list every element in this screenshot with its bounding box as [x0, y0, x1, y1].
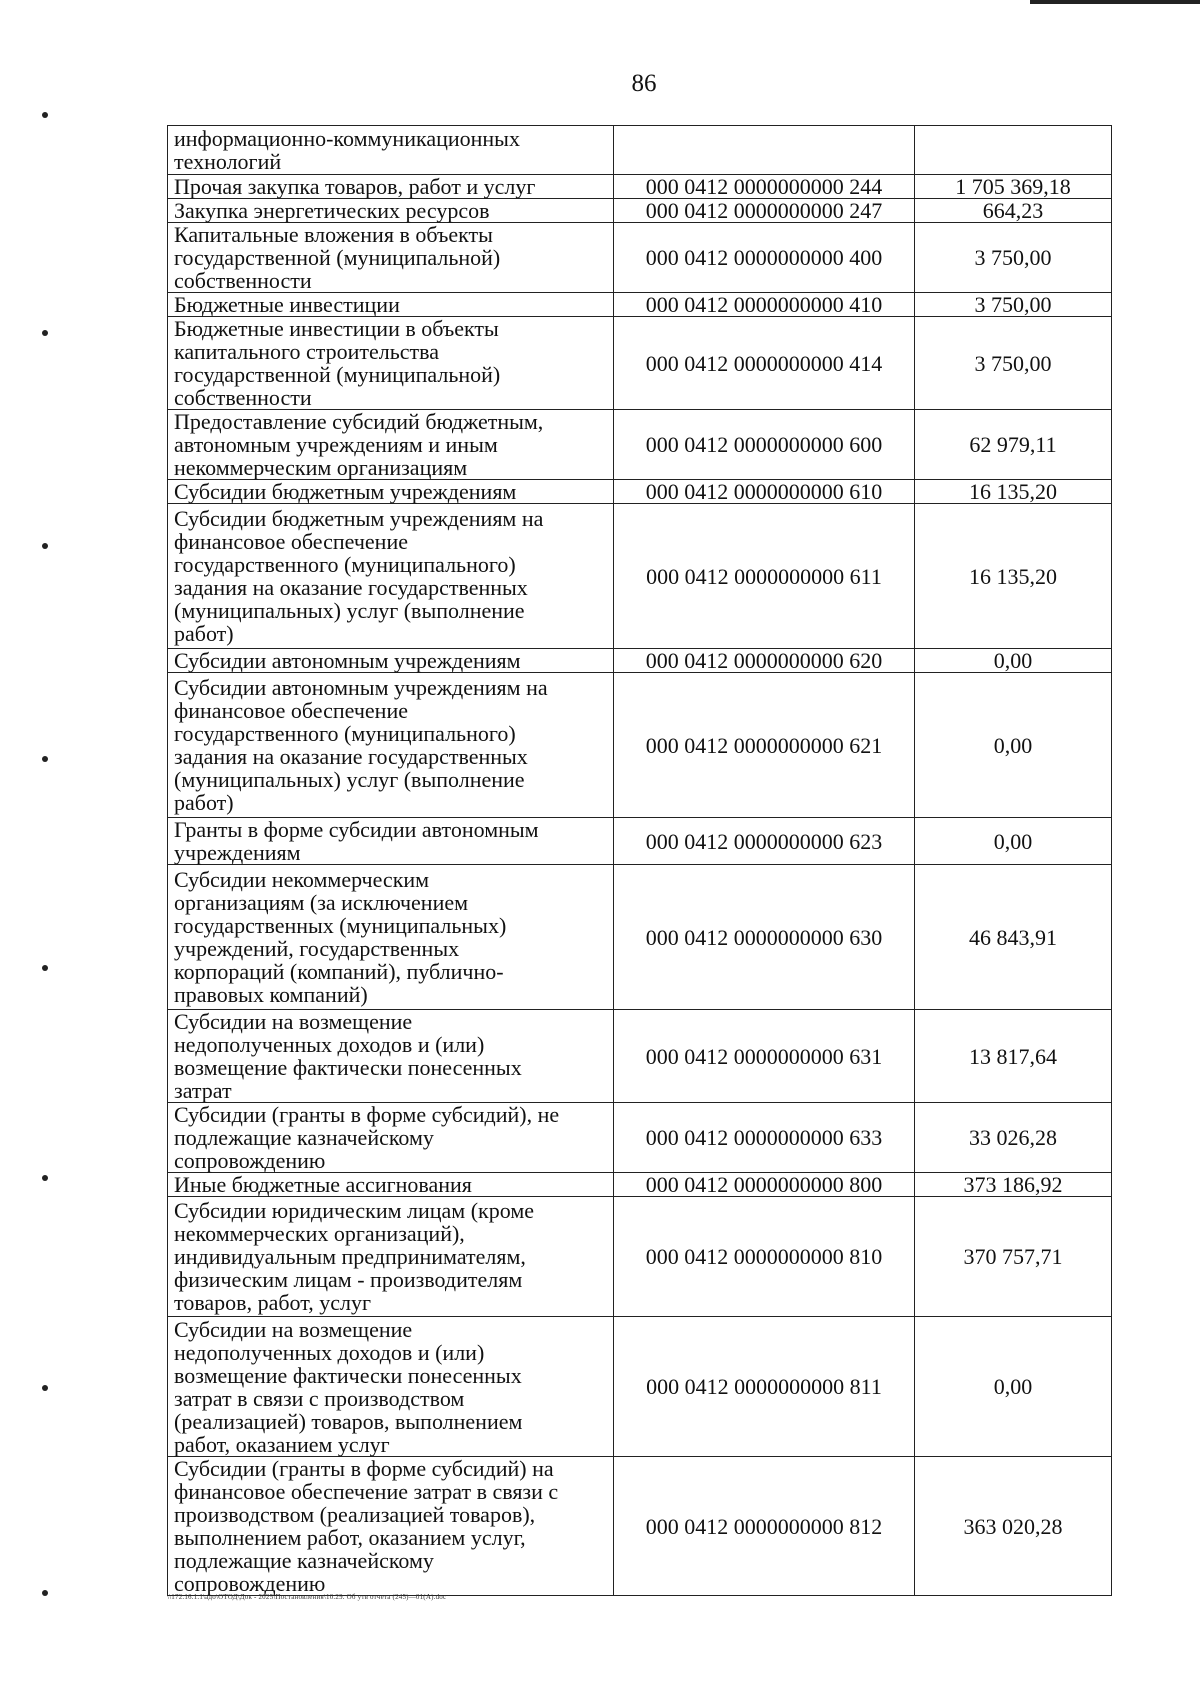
report-table-body	[168, 126, 1112, 1596]
cell-code: 000 0412 0000000000 810	[614, 1197, 915, 1317]
table-row	[168, 1317, 1112, 1457]
table-row	[168, 126, 1112, 175]
cell-name: Иные бюджетные ассигнования	[168, 1173, 614, 1197]
cell-amount: 370 757,71	[915, 1197, 1112, 1317]
binding-dot	[42, 330, 48, 336]
table-row	[168, 1457, 1112, 1596]
table-row	[168, 1010, 1112, 1103]
cell-code: 000 0412 0000000000 633	[614, 1103, 915, 1173]
cell-code	[614, 126, 915, 175]
binding-dot	[42, 756, 48, 762]
cell-name: Субсидии на возмещение недополученных доходов и (или) возмещение фактически понесенных затрат	[168, 1010, 614, 1103]
cell-amount: 373 186,92	[915, 1173, 1112, 1197]
cell-code: 000 0412 0000000000 600	[614, 410, 915, 480]
cell-amount: 1 705 369,18	[915, 175, 1112, 199]
cell-name: Субсидии бюджетным учреждениям	[168, 480, 614, 504]
table-row	[168, 818, 1112, 865]
binding-dot	[42, 1175, 48, 1181]
budget-report-table	[167, 125, 1112, 1596]
binding-hole-marks	[0, 0, 60, 1681]
table-row	[168, 317, 1112, 410]
cell-name: Гранты в форме субсидии автономным учреждениям	[168, 818, 614, 865]
cell-code: 000 0412 0000000000 811	[614, 1317, 915, 1457]
cell-code: 000 0412 0000000000 414	[614, 317, 915, 410]
cell-name: Прочая закупка товаров, работ и услуг	[168, 175, 614, 199]
cell-name: Субсидии некоммерческим организациям (за исключением государственных (муниципальных) учреждений, государственных корпораций (компаний), публично- правовых компаний)	[168, 865, 614, 1010]
cell-name: Субсидии автономным учреждениям	[168, 649, 614, 673]
binding-dot	[42, 112, 48, 118]
cell-amount: 13 817,64	[915, 1010, 1112, 1103]
cell-name: Капитальные вложения в объекты государственной (муниципальной) собственности	[168, 223, 614, 293]
page-number: 86	[631, 70, 657, 97]
cell-code: 000 0412 0000000000 410	[614, 293, 915, 317]
cell-code: 000 0412 0000000000 800	[614, 1173, 915, 1197]
cell-amount: 0,00	[915, 649, 1112, 673]
binding-dot	[42, 965, 48, 971]
table-row	[168, 175, 1112, 199]
cell-code: 000 0412 0000000000 621	[614, 673, 915, 818]
cell-amount: 0,00	[915, 818, 1112, 865]
table-row	[168, 504, 1112, 649]
table-row	[168, 223, 1112, 293]
cell-amount: 363 020,28	[915, 1457, 1112, 1596]
cell-name: Субсидии бюджетным учреждениям на финансовое обеспечение государственного (муниципального) задания на оказание государственных (муниципальных) услуг (выполнение работ)	[168, 504, 614, 649]
table-row	[168, 480, 1112, 504]
document-file-path: \\172.16.1.1\адо\ОТОД\Док - 2025\Постановления\10.29. Об утв отчета (245)—01(А).doc	[167, 1593, 447, 1601]
cell-amount: 3 750,00	[915, 293, 1112, 317]
binding-dot	[42, 1385, 48, 1391]
table-row	[168, 1197, 1112, 1317]
binding-dot	[42, 1590, 48, 1596]
cell-code: 000 0412 0000000000 812	[614, 1457, 915, 1596]
cell-code: 000 0412 0000000000 247	[614, 199, 915, 223]
cell-name: информационно-коммуникационных технологий	[168, 126, 614, 175]
cell-code: 000 0412 0000000000 244	[614, 175, 915, 199]
cell-code: 000 0412 0000000000 623	[614, 818, 915, 865]
cell-amount: 0,00	[915, 673, 1112, 818]
table-row	[168, 865, 1112, 1010]
cell-code: 000 0412 0000000000 631	[614, 1010, 915, 1103]
cell-name: Субсидии (гранты в форме субсидий), не подлежащие казначейскому сопровождению	[168, 1103, 614, 1173]
cell-amount: 16 135,20	[915, 480, 1112, 504]
binding-dot	[42, 543, 48, 549]
cell-name: Бюджетные инвестиции	[168, 293, 614, 317]
cell-amount: 3 750,00	[915, 223, 1112, 293]
table-row	[168, 410, 1112, 480]
table-row	[168, 649, 1112, 673]
cell-amount: 664,23	[915, 199, 1112, 223]
cell-amount: 62 979,11	[915, 410, 1112, 480]
top-edge-rule	[1030, 0, 1200, 4]
cell-name: Субсидии (гранты в форме субсидий) на финансовое обеспечение затрат в связи с производством (реализацией товаров), выполнением работ, оказанием услуг, подлежащие казначейскому сопровождению	[168, 1457, 614, 1596]
table-row	[168, 199, 1112, 223]
cell-name: Закупка энергетических ресурсов	[168, 199, 614, 223]
table-row	[168, 293, 1112, 317]
table-row	[168, 673, 1112, 818]
cell-amount: 16 135,20	[915, 504, 1112, 649]
cell-code: 000 0412 0000000000 620	[614, 649, 915, 673]
cell-amount	[915, 126, 1112, 175]
cell-name: Бюджетные инвестиции в объекты капитального строительства государственной (муниципальной) собственности	[168, 317, 614, 410]
cell-amount: 3 750,00	[915, 317, 1112, 410]
cell-amount: 46 843,91	[915, 865, 1112, 1010]
cell-code: 000 0412 0000000000 400	[614, 223, 915, 293]
cell-name: Субсидии юридическим лицам (кроме некоммерческих организаций), индивидуальным предпринимателям, физическим лицам - производителям товаров, работ, услуг	[168, 1197, 614, 1317]
cell-name: Предоставление субсидий бюджетным, автономным учреждениям и иным некоммерческим организациям	[168, 410, 614, 480]
cell-name: Субсидии автономным учреждениям на финансовое обеспечение государственного (муниципального) задания на оказание государственных (муниципальных) услуг (выполнение работ)	[168, 673, 614, 818]
cell-name: Субсидии на возмещение недополученных доходов и (или) возмещение фактически понесенных затрат в связи с производством (реализацией) товаров, выполнением работ, оказанием услуг	[168, 1317, 614, 1457]
table-row	[168, 1103, 1112, 1173]
table-row	[168, 1173, 1112, 1197]
cell-amount: 33 026,28	[915, 1103, 1112, 1173]
cell-code: 000 0412 0000000000 610	[614, 480, 915, 504]
cell-amount: 0,00	[915, 1317, 1112, 1457]
cell-code: 000 0412 0000000000 630	[614, 865, 915, 1010]
cell-code: 000 0412 0000000000 611	[614, 504, 915, 649]
